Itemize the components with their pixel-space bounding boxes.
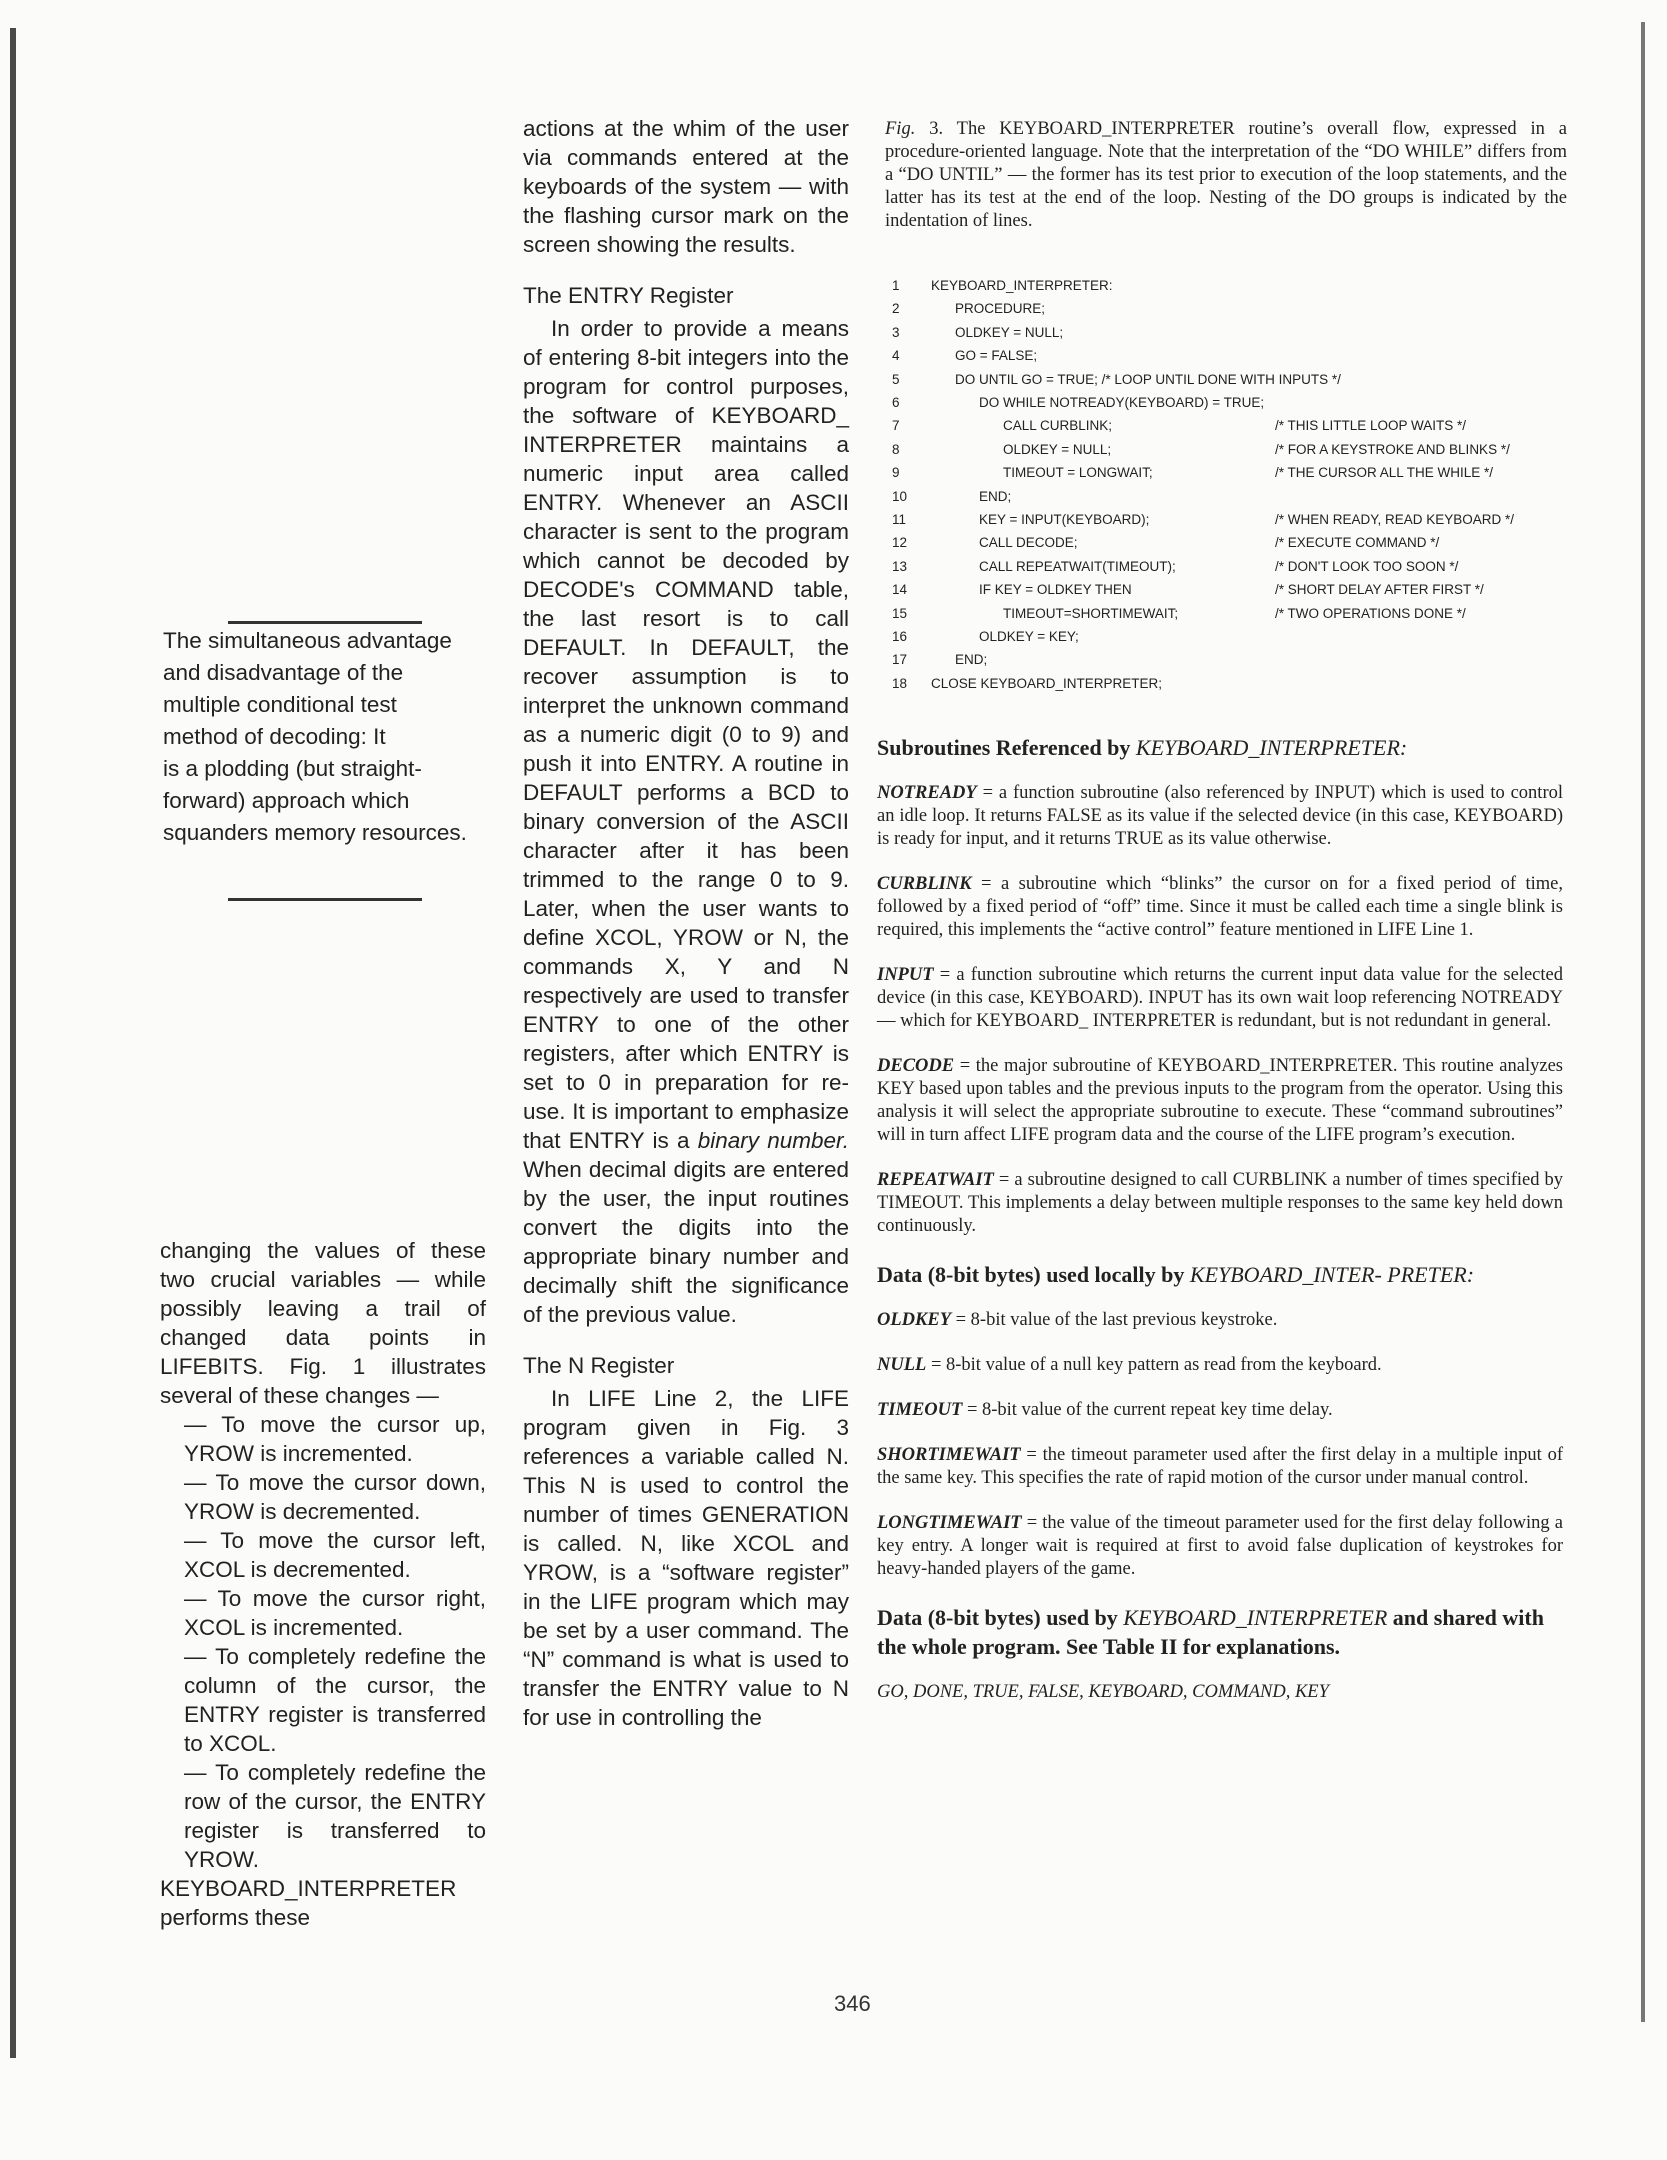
code-line-comment: /* DON'T LOOK TOO SOON */ (1275, 558, 1459, 574)
code-line-text: OLDKEY = NULL; (1003, 441, 1112, 457)
code-line-number: 4 (892, 348, 900, 364)
local-data-list (877, 1309, 1563, 1581)
definition-item (877, 1512, 1563, 1581)
code-line-number: 1 (892, 278, 900, 293)
code-listing (892, 278, 1592, 698)
shared-data-heading-text: Data (8-bit bytes) used by (877, 1605, 1118, 1630)
code-line-number: 5 (892, 371, 900, 387)
col2-text: When decimal digits are entered by the user, the input routines convert the digits into the appropriate binary number and decimally shift the significance of the previous value. (523, 1157, 849, 1327)
code-line-number: 9 (892, 465, 900, 481)
code-line-comment: /* TWO OPERATIONS DONE */ (1275, 605, 1466, 621)
col1-list-item: — To move the cursor up, YROW is incremented. (184, 1412, 486, 1466)
code-line-number: 3 (892, 324, 900, 340)
code-line-number: 15 (892, 605, 908, 621)
figure-caption (885, 118, 1567, 233)
definition-text: = 8-bit value of the last previous keystroke. (951, 1310, 1278, 1330)
code-line-number: 17 (892, 652, 908, 668)
local-data-heading-text: Data (8-bit bytes) used locally by (877, 1262, 1185, 1287)
col2-paragraph: actions at the whim of the user via commands entered at the keyboards of the system — with the flashing cursor mark on the screen showing the results. (523, 116, 849, 257)
col2-paragraph-entry (523, 314, 849, 1329)
code-line-text: OLDKEY = NULL; (955, 324, 1064, 340)
code-line-comment: /* SHORT DELAY AFTER FIRST */ (1275, 582, 1484, 598)
code-line-number: 8 (892, 441, 900, 457)
col1-list-item: — To completely redefine the row of the cursor, the ENTRY register is transferred to YROW. (184, 1760, 486, 1872)
code-line-number: 16 (892, 629, 908, 644)
col1-list-item: — To move the cursor left, XCOL is decremented. (184, 1528, 486, 1582)
col2-paragraph-n-register: In LIFE Line 2, the LIFE program given in Fig. 3 references a variable called N. This N is used to control the number of times GENERATION is called. N, like XCOL and YROW, is a “software register” in the LIFE program which may be set by a user command. The “N” command is what is used to transfer the ENTRY value to N for use in controlling the (523, 1386, 849, 1730)
pull-quote-line: method of decoding: It (163, 724, 386, 749)
definition-term: NOTREADY (877, 783, 977, 803)
definition-item (877, 782, 1563, 851)
definition-item (877, 1055, 1563, 1147)
shared-data-heading (877, 1603, 1563, 1661)
pull-quote-rule-bottom (228, 898, 422, 901)
definition-item (877, 1309, 1563, 1332)
code-line-text: CALL DECODE; (979, 535, 1078, 551)
definition-item (877, 1444, 1563, 1490)
column-2 (523, 114, 849, 1732)
code-line-number: 2 (892, 301, 900, 317)
definition-term: INPUT (877, 965, 934, 985)
definition-text: = a subroutine which “blinks” the cursor on for a fixed period of time, followed by a fixed period of “off” time. Since it must be called each time a single blink is required, this implements the “active control” feature mentioned in LIFE Line 1. (877, 874, 1563, 940)
code-line-comment: /* WHEN READY, READ KEYBOARD */ (1275, 512, 1515, 527)
definition-item (877, 1399, 1563, 1422)
code-line-text: IF KEY = OLDKEY THEN (979, 582, 1132, 598)
local-data-heading (877, 1260, 1563, 1289)
pull-quote-line: forward) approach which (163, 788, 410, 813)
subroutines-heading-text: Subroutines Referenced by (877, 735, 1131, 760)
code-line-comment: /* FOR A KEYSTROKE AND BLINKS */ (1275, 441, 1510, 457)
column-1 (160, 1236, 486, 1932)
code-line-text: KEYBOARD_INTERPRETER: (931, 278, 1113, 293)
code-line-number: 10 (892, 488, 908, 504)
definition-term: NULL (877, 1355, 927, 1375)
definition-text: = 8-bit value of a null key pattern as read from the keyboard. (926, 1355, 1382, 1375)
definition-text: = the value of the timeout parameter used for the first delay following a key entry. A longer wait is required at first to avoid false duplication of keystrokes for heavy-handed players of the game. (877, 1513, 1563, 1579)
col2-text: In order to provide a means of entering 8-bit integers into the program for control purposes, the software of KEYBOARD_ INTERPRETER maintains a numeric input area called ENTRY. Whenever an ASCII character is sent to the program which cannot be decoded by DECODE's COMMAND table, the last resort is to call DEFAULT. In DEFAULT, the recover assumption is to interpret the unknown command as a numeric digit (0 to 9) and push it into ENTRY. A routine in DEFAULT performs a BCD to binary conversion of the ASCII character after it has been trimmed to the range 0 to 9. Later, when the user wants to define XCOL, YROW or N, the commands X, Y and N respectively are used to transfer ENTRY to one of the other registers, after which ENTRY is set to 0 in preparation for re-use. It is important to emphasize that ENTRY is a (523, 316, 849, 1153)
definitions (877, 733, 1563, 1726)
definition-text: = the timeout parameter used after the first delay in a multiple input of the same key. This specifies the rate of rapid motion of the cursor under manual control. (877, 1445, 1563, 1488)
col1-list-item: — To move the cursor down, YROW is decremented. (184, 1470, 486, 1524)
pull-quote-line: The simultaneous advantage (163, 628, 452, 653)
definition-item (877, 873, 1563, 942)
pull-quote-rule-top (228, 621, 422, 624)
figure-caption-text: 3. The KEYBOARD_INTERPRETER routine’s overall flow, expressed in a procedure-oriented language. Note that the interpretation of the “DO WHILE” differs from a “DO UNTIL” — the former has its test prior to execution of the loop statements, and the latter has its test at the end of the loop. Nesting of the DO groups is indicated by the indentation of lines. (885, 119, 1567, 231)
shared-data-list: GO, DONE, TRUE, FALSE, KEYBOARD, COMMAND, KEY (877, 1682, 1329, 1702)
col1-list-item: — To completely redefine the column of the cursor, the ENTRY register is transferred to XCOL. (184, 1644, 486, 1756)
code-line-text: DO UNTIL GO = TRUE; /* LOOP UNTIL DONE WITH INPUTS */ (955, 371, 1341, 387)
col2-emphasis: binary number. (697, 1128, 849, 1153)
code-line-number: 12 (892, 535, 908, 551)
shared-data-heading-italic: KEYBOARD_INTERPRETER (1123, 1605, 1388, 1630)
code-line-text: OLDKEY = KEY; (979, 629, 1079, 644)
code-line-text: TIMEOUT = LONGWAIT; (1003, 465, 1153, 481)
page-edge-left (10, 28, 16, 2058)
definition-term: OLDKEY (877, 1310, 951, 1330)
code-line-comment: /* EXECUTE COMMAND */ (1275, 535, 1440, 551)
definition-term: TIMEOUT (877, 1400, 963, 1420)
definition-text: = a function subroutine which returns the current input data value for the selected device (in this case, KEYBOARD). INPUT has its own wait loop referencing NOTREADY — which for KEYBOARD_ INTERPRETER is redundant, but is not redundant in general. (877, 965, 1563, 1031)
definition-item (877, 1169, 1563, 1238)
code-line-text: DO WHILE NOTREADY(KEYBOARD) = TRUE; (979, 395, 1265, 410)
subroutines-heading-italic: KEYBOARD_INTERPRETER: (1135, 735, 1408, 760)
definition-item (877, 964, 1563, 1033)
code-line-text: END; (979, 488, 1012, 504)
code-line-text: CALL CURBLINK; (1003, 418, 1113, 434)
code-line-text: KEY = INPUT(KEYBOARD); (979, 512, 1150, 527)
definition-text: = a subroutine designed to call CURBLINK a number of times specified by TIMEOUT. This implements a delay between multiple responses to the same key held down continuously. (877, 1170, 1563, 1236)
code-line-text: GO = FALSE; (955, 348, 1038, 364)
code-line-number: 7 (892, 418, 900, 434)
definition-term: SHORTIMEWAIT (877, 1445, 1021, 1465)
code-line-text: TIMEOUT=SHORTIMEWAIT; (1003, 605, 1179, 621)
code-line-number: 14 (892, 582, 908, 598)
pull-quote (163, 625, 493, 849)
col1-paragraph: changing the values of these two crucial variables — while possibly leaving a trail of changed data points in LIFEBITS. Fig. 1 illustrates several of these changes — (160, 1238, 486, 1408)
definition-text: = the major subroutine of KEYBOARD_INTERPRETER. This routine analyzes KEY based upon tables and the previous inputs to the program from the operator. Using this analysis it will select the appropriate subroutine to execute. These “command subroutines” will in turn affect LIFE program data and the course of the LIFE program’s execution. (877, 1056, 1563, 1145)
subroutines-heading (877, 733, 1563, 762)
code-line-text: END; (955, 652, 988, 668)
page-edge-right (1641, 22, 1645, 2022)
col1-paragraph-end: KEYBOARD_INTERPRETER performs these (160, 1876, 457, 1930)
figure-label: Fig. (885, 119, 916, 139)
definition-item (877, 1354, 1563, 1377)
pull-quote-line: multiple conditional test (163, 692, 397, 717)
pull-quote-line: is a plodding (but straight- (163, 756, 422, 781)
pull-quote-line: squanders memory resources. (163, 820, 467, 845)
code-line-number: 13 (892, 558, 908, 574)
definition-term: DECODE (877, 1056, 955, 1076)
definition-term: CURBLINK (877, 874, 972, 894)
code-line-number: 18 (892, 675, 908, 691)
definition-term: LONGTIMEWAIT (877, 1513, 1022, 1533)
code-line-number: 6 (892, 395, 900, 410)
subroutine-list (877, 782, 1563, 1238)
code-line-text: CLOSE KEYBOARD_INTERPRETER; (931, 675, 1163, 691)
definition-term: REPEATWAIT (877, 1170, 994, 1190)
page-number: 346 (834, 1991, 871, 2016)
code-line-comment: /* THE CURSOR ALL THE WHILE */ (1275, 465, 1494, 481)
shared-data-heading-text-b: and shared with the whole program. See Table II for explanations. (877, 1605, 1544, 1659)
code-line-number: 11 (892, 512, 907, 527)
code-line-comment: /* THIS LITTLE LOOP WAITS */ (1275, 418, 1467, 434)
definition-text: = 8-bit value of the current repeat key time delay. (962, 1400, 1333, 1420)
code-line-text: CALL REPEATWAIT(TIMEOUT); (979, 558, 1176, 574)
definition-text: = a function subroutine (also referenced by INPUT) which is used to control an idle loop. It returns FALSE as its value if the selected device (in this case, KEYBOARD) is ready for input, and it returns TRUE as its value otherwise. (877, 783, 1563, 849)
section-heading-entry: The ENTRY Register (523, 283, 734, 308)
local-data-heading-italic: KEYBOARD_INTER- PRETER: (1189, 1262, 1475, 1287)
code-line-text: PROCEDURE; (955, 301, 1046, 317)
section-heading-n-register: The N Register (523, 1353, 675, 1378)
col1-list-item: — To move the cursor right, XCOL is incremented. (184, 1586, 486, 1640)
pull-quote-line: and disadvantage of the (163, 660, 404, 685)
